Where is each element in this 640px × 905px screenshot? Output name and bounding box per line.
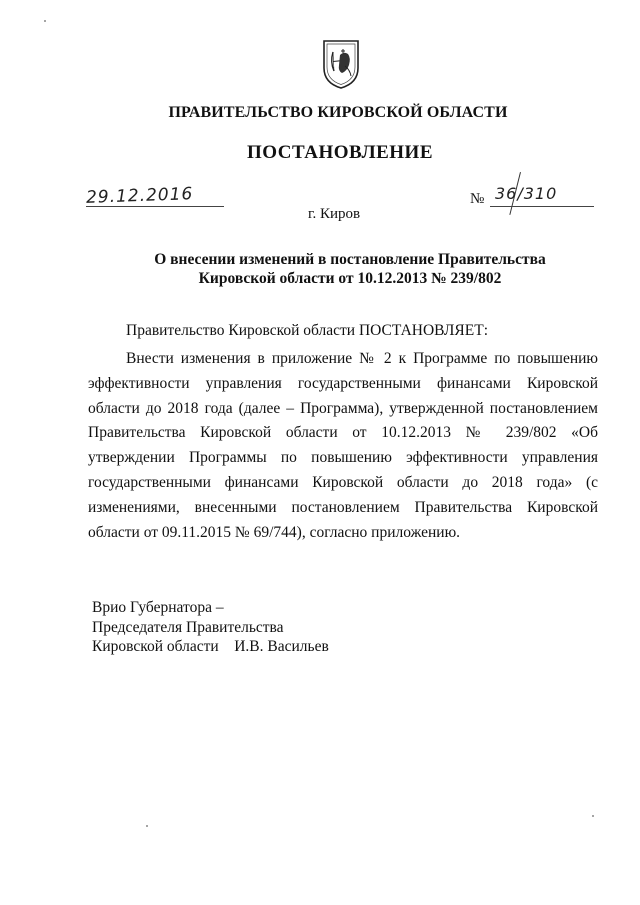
signature-line-1: Врио Губернатора –: [92, 599, 224, 616]
handwritten-document-number: 36/310: [495, 184, 558, 203]
city-name: г. Киров: [308, 206, 361, 222]
scan-speck: [592, 815, 594, 817]
decree-statement: Правительство Кировской области ПОСТАНОВЛЯЕТ:: [126, 322, 489, 339]
signature-line-2: Председателя Правительства: [92, 618, 284, 636]
signature-line-3: Кировской области И.В. Васильев: [92, 638, 329, 655]
organization-title: ПРАВИТЕЛЬСТВО КИРОВСКОЙ ОБЛАСТИ: [168, 104, 508, 121]
subject-line-1: О внесении изменений в постановление Правительства: [154, 251, 546, 268]
handwritten-date: 29.12.2016: [85, 184, 194, 208]
date-underline: [86, 206, 224, 207]
number-sign: №: [470, 191, 485, 207]
subject-line-2: Кировской области от 10.12.2013 № 239/802: [198, 270, 502, 287]
signature-block: [92, 598, 329, 657]
document-type-title: ПОСТАНОВЛЕНИЕ: [246, 142, 434, 163]
document-subject: [140, 250, 560, 288]
kirov-coat-of-arms-icon: [321, 38, 361, 90]
scan-speck: [44, 20, 46, 22]
number-underline: [490, 206, 594, 207]
body-paragraph: Внести изменения в приложение № 2 к Программе по повышению эффективности управления государственными финансами Кировской области до 2018 года (далее – Программа), утвержденной постановлением Правительства Кировской области от 10.12.2013 № 239/802 «Об утверждении Программы по повышению эффективности управления государственными финансами Кировской области до 2018 года» (с изменениями, внесенными постановлением Правительства Кировской области от 09.11.2015 № 69/744), согласно приложению.: [88, 350, 598, 541]
scan-speck: [146, 825, 148, 827]
